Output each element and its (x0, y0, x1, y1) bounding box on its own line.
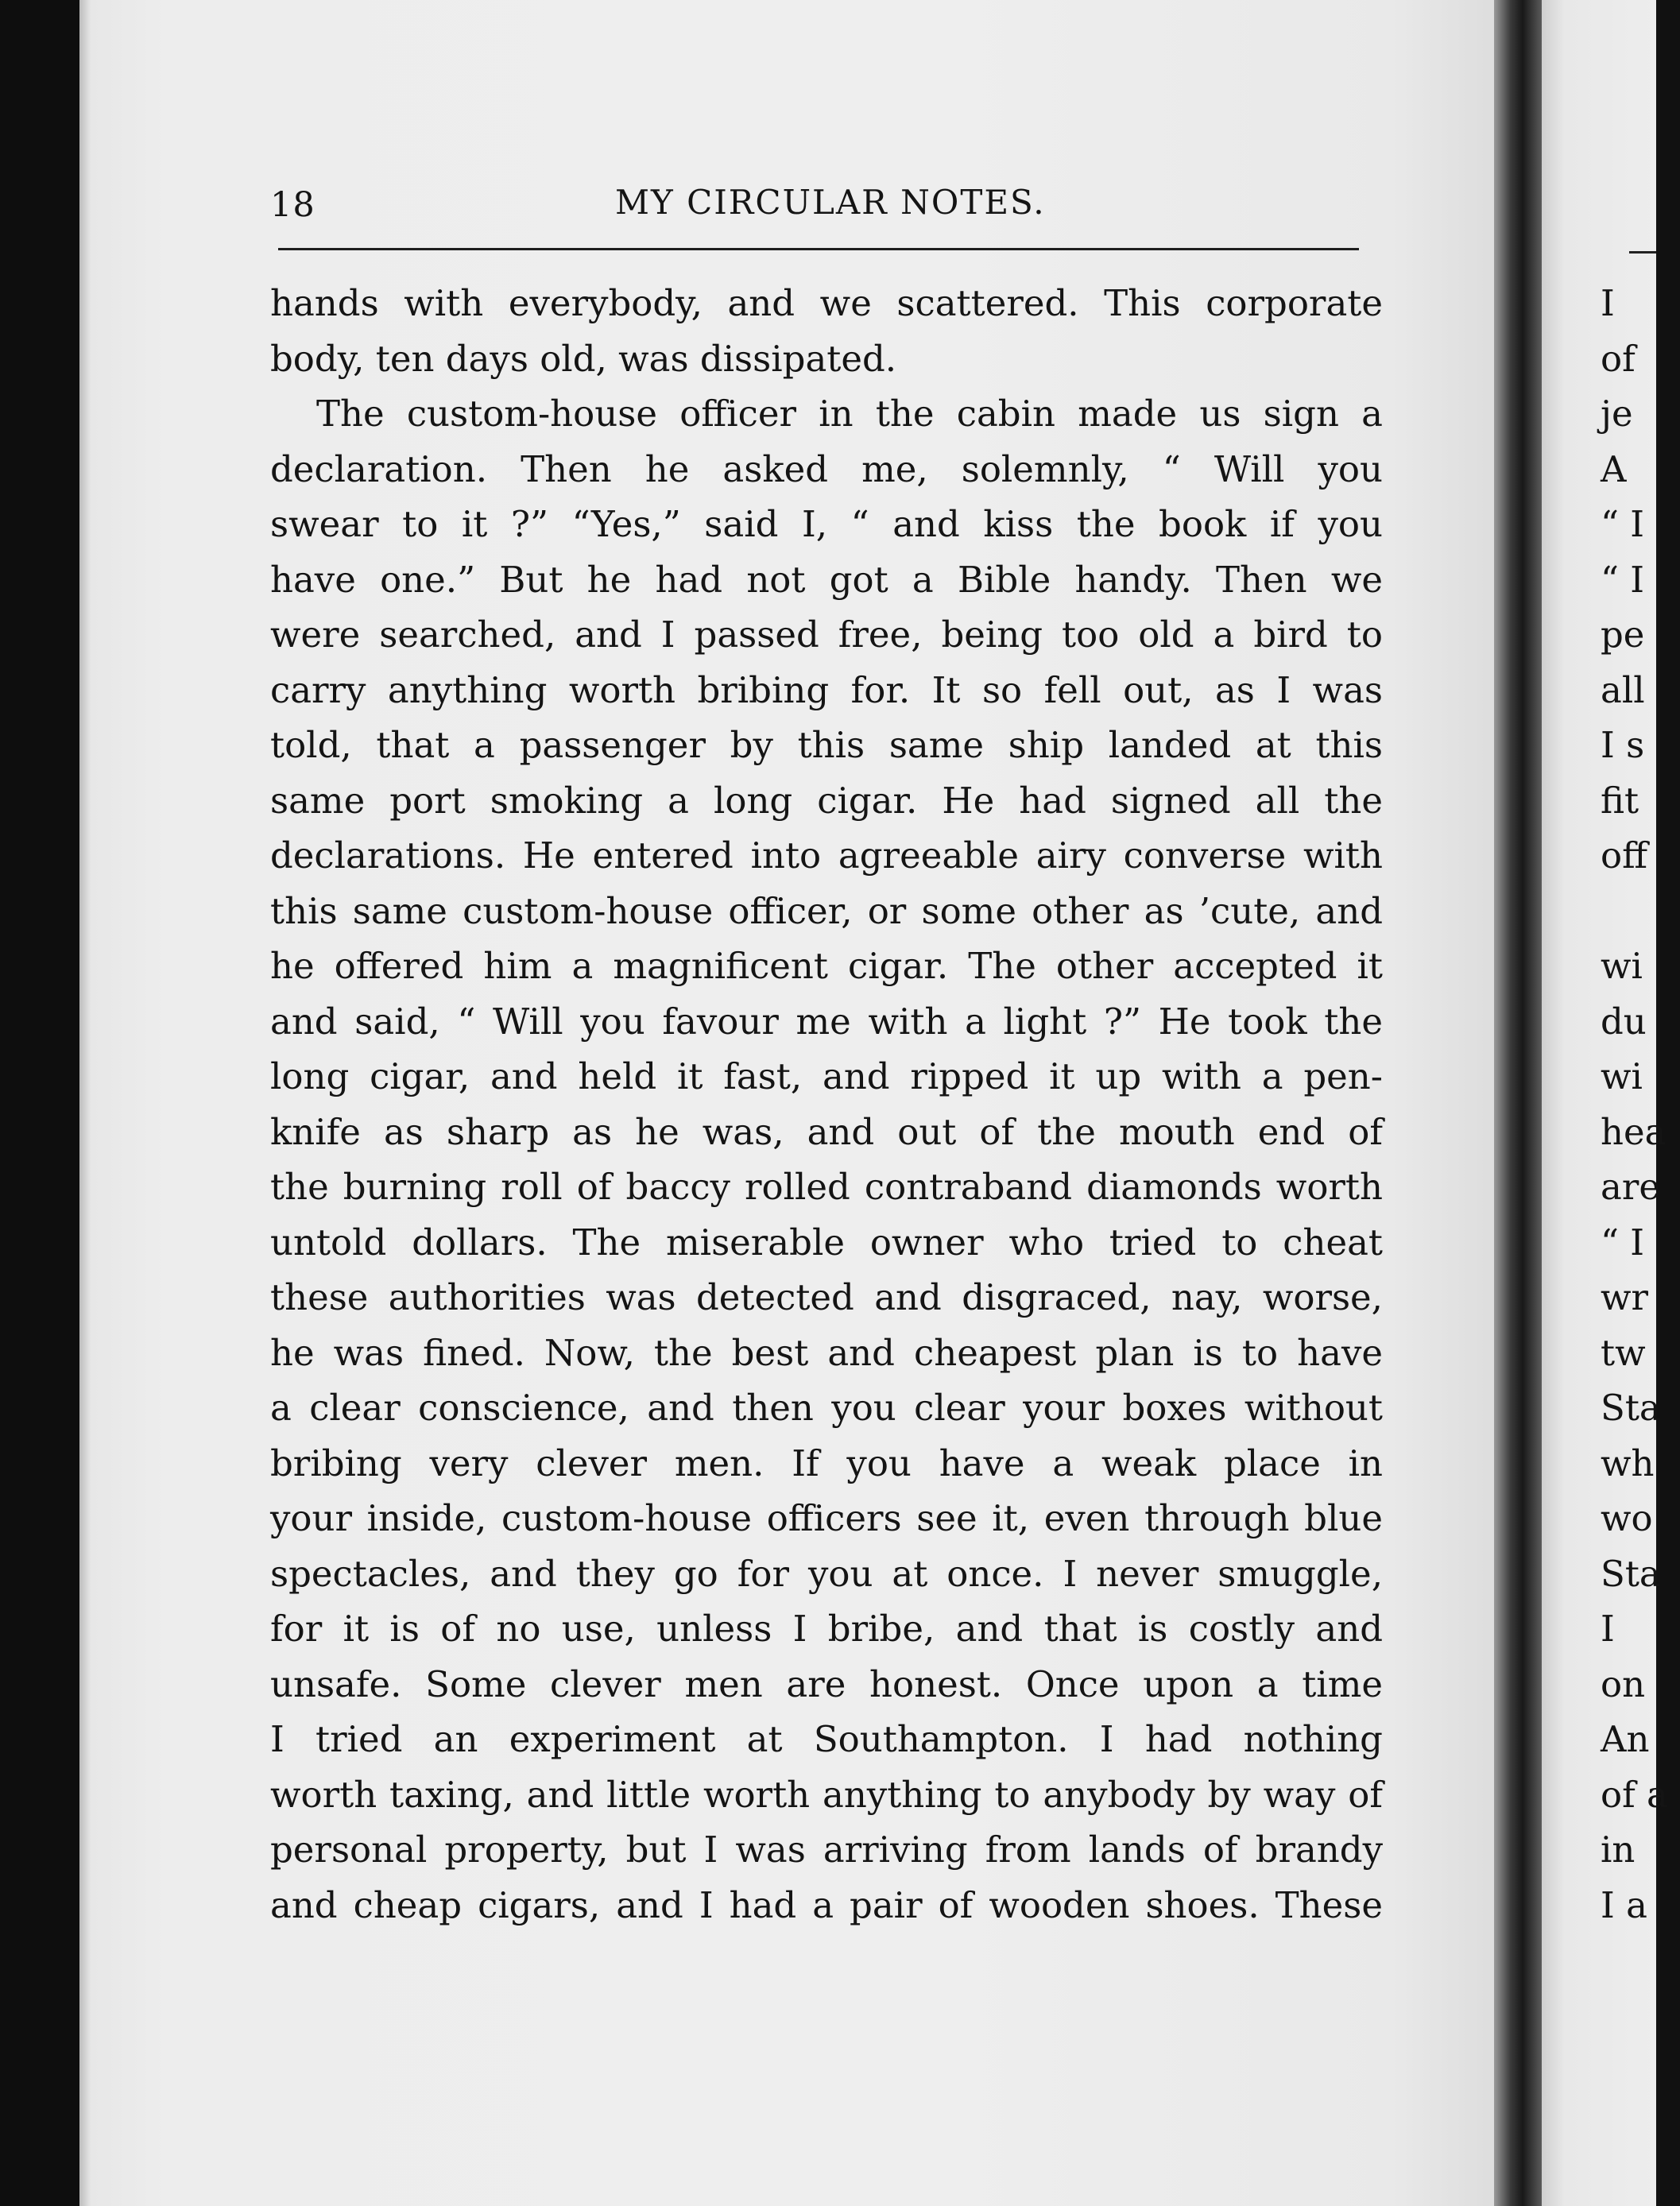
facing-page-text (1601, 276, 1680, 1933)
facing-text-fragment: wi (1601, 945, 1643, 987)
facing-text-fragment: “ I (1601, 1221, 1645, 1264)
text-line: spectacles, and they go for you at once. I never smuggle, (270, 1552, 1383, 1595)
facing-text-fragment: “ I (1601, 558, 1645, 601)
text-line: your inside, custom-house officers see it, even through blue (270, 1497, 1383, 1539)
facing-text-fragment: are (1601, 1166, 1660, 1208)
facing-text-fragment: Sta (1601, 1552, 1661, 1595)
facing-text-fragment: hea (1601, 1110, 1666, 1153)
facing-text-fragment: I (1601, 282, 1615, 324)
facing-text-fragment: fit (1601, 779, 1639, 822)
text-line: for it is of no use, unless I bribe, and that is costly and (270, 1608, 1383, 1650)
facing-text-fragment: A (1601, 447, 1627, 490)
text-line: a clear conscience, and then you clear your boxes without (270, 1387, 1383, 1429)
text-line: were searched, and I passed free, being too old a bird to (270, 613, 1383, 656)
facing-text-fragment: pe (1601, 613, 1645, 656)
page-edge-shadow (79, 0, 91, 2206)
page-number: 18 (270, 185, 315, 225)
text-line: declarations. He entered into agreeable airy converse with (270, 834, 1383, 877)
facing-text-fragment: An (1601, 1718, 1650, 1760)
text-line: and cheap cigars, and I had a pair of wooden shoes. These (270, 1883, 1383, 1926)
text-line: long cigar, and held it fast, and ripped it up with a pen- (270, 1055, 1383, 1097)
text-line: bribing very clever men. If you have a weak place in (270, 1442, 1383, 1484)
facing-text-fragment: tw (1601, 1331, 1646, 1374)
text-line: knife as sharp as he was, and out of the mouth end of (270, 1110, 1383, 1153)
text-line: carry anything worth bribing for. It so fell out, as I was (270, 668, 1383, 711)
text-line: swear to it ?” “Yes,” said I, “ and kiss the book if you (270, 503, 1383, 545)
text-line: and said, “ Will you favour me with a light ?” He took the (270, 1000, 1383, 1043)
facing-text-fragment: all (1601, 668, 1645, 711)
text-line: he was fined. Now, the best and cheapest plan is to have (270, 1331, 1383, 1374)
facing-text-fragment: I s (1601, 724, 1645, 766)
text-line: untold dollars. The miserable owner who tried to cheat (270, 1221, 1383, 1264)
facing-text-fragment: of (1601, 337, 1635, 380)
facing-text-fragment: wh (1601, 1442, 1655, 1484)
text-line: personal property, but I was arriving from lands of brandy (270, 1829, 1383, 1871)
text-line: the burning roll of baccy rolled contraband diamonds worth (270, 1166, 1383, 1208)
book-gutter (1494, 0, 1542, 2206)
text-line: these authorities was detected and disgraced, nay, worse, (270, 1276, 1383, 1318)
text-line: I tried an experiment at Southampton. I had nothing (270, 1718, 1383, 1760)
facing-text-fragment: of a (1601, 1773, 1668, 1816)
facing-text-fragment: du (1601, 1000, 1647, 1043)
text-line: have one.” But he had not got a Bible handy. Then we (270, 558, 1383, 601)
running-title: MY CIRCULAR NOTES. (615, 183, 1046, 222)
text-line: hands with everybody, and we scattered. This corporate (270, 282, 1383, 324)
text-line: unsafe. Some clever men are honest. Once upon a time (270, 1662, 1383, 1705)
text-line: declaration. Then he asked me, solemnly, “ Will you (270, 447, 1383, 490)
facing-text-fragment: wo (1601, 1497, 1653, 1539)
facing-text-fragment: Sta (1601, 1387, 1661, 1429)
facing-text-fragment: “ I (1601, 503, 1645, 545)
facing-text-fragment: je (1601, 393, 1633, 435)
header-rule (278, 248, 1359, 250)
facing-text-fragment: wi (1601, 1055, 1643, 1097)
facing-text-fragment: in (1601, 1829, 1635, 1871)
text-line: he offered him a magnificent cigar. The other accepted it (270, 945, 1383, 987)
facing-text-fragment: I a (1601, 1883, 1647, 1926)
facing-text-fragment: I (1601, 1608, 1615, 1650)
facing-text-fragment: wr (1601, 1276, 1649, 1318)
text-line: same port smoking a long cigar. He had signed all the (270, 779, 1383, 822)
body-text (270, 276, 1383, 1933)
text-line: told, that a passenger by this same ship landed at this (270, 724, 1383, 766)
text-line: worth taxing, and little worth anything to anybody by way of (270, 1773, 1383, 1816)
facing-text-fragment: off (1601, 834, 1648, 877)
facing-header-rule (1629, 251, 1656, 253)
facing-text-fragment: on (1601, 1662, 1646, 1705)
facing-text-fragment (1601, 884, 1680, 939)
text-line: this same custom-house officer, or some other as ’cute, and (270, 889, 1383, 932)
text-line: body, ten days old, was dissipated. (270, 337, 897, 380)
text-line: The custom-house officer in the cabin made us sign a (316, 393, 1383, 435)
